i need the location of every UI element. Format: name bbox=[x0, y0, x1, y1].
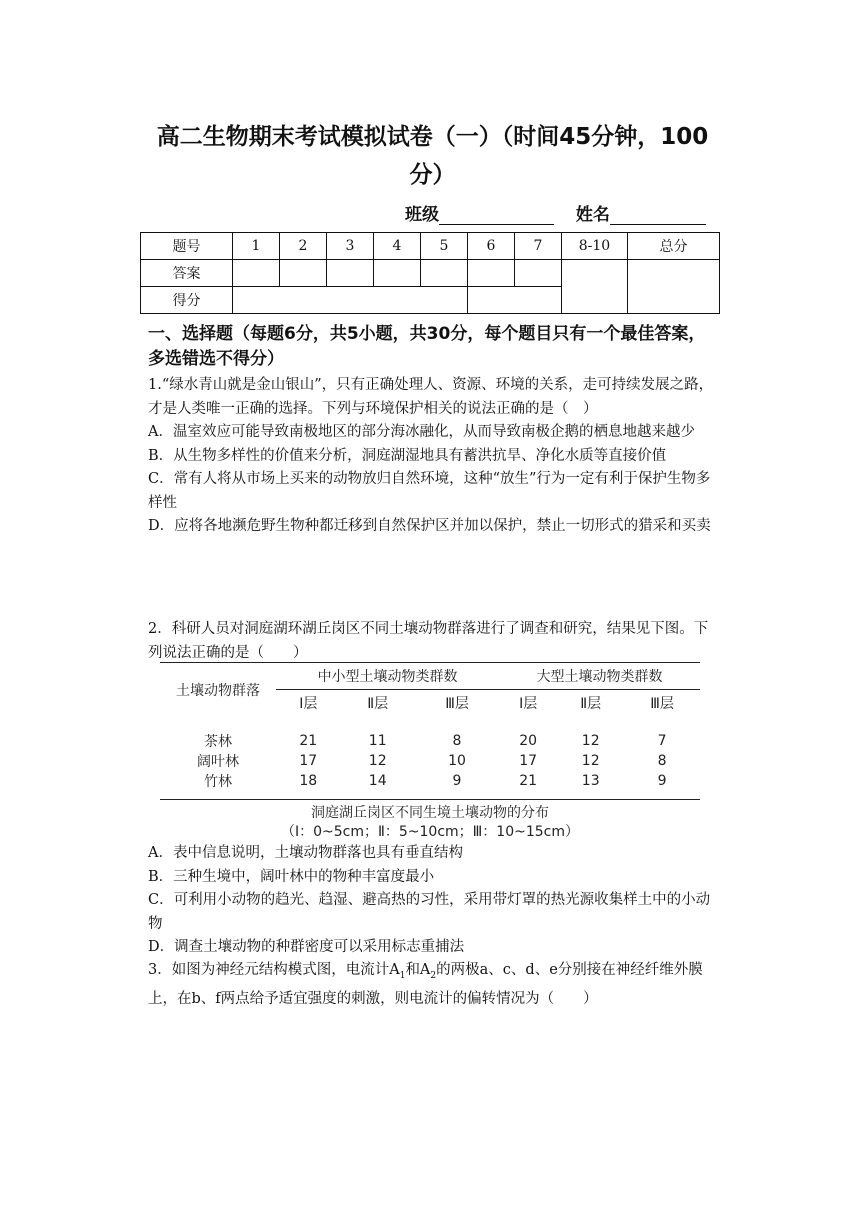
class-label: 班级 bbox=[405, 205, 439, 225]
group-header-small: 中小型土壤动物类群数 bbox=[276, 663, 499, 689]
table-row bbox=[160, 731, 700, 751]
answer-cell[interactable] bbox=[327, 260, 374, 287]
option-c: C．可利用小动物的趋光、趋湿、避高热的习性，采用带灯罩的热光源收集样土中的小动物 bbox=[148, 892, 711, 932]
class-name-row bbox=[405, 200, 706, 225]
col-header: 7 bbox=[515, 233, 562, 260]
subscript: 2 bbox=[430, 970, 437, 981]
soil-fauna-figure bbox=[160, 662, 700, 842]
col-header: 3 bbox=[327, 233, 374, 260]
option-a: A．表中信息说明，土壤动物群落也具有垂直结构 bbox=[148, 845, 463, 861]
table-cell: 12 bbox=[368, 753, 387, 769]
answer-row bbox=[141, 260, 720, 287]
col-header: 6 bbox=[468, 233, 515, 260]
row-label-answer: 答案 bbox=[141, 260, 233, 287]
option-b: B．从生物多样性的价值来分析，洞庭湖湿地具有蓄洪抗旱、净化水质等直接价值 bbox=[148, 447, 667, 464]
table-cell: 21 bbox=[519, 773, 538, 789]
col-header: 2 bbox=[280, 233, 327, 260]
soil-fauna-table bbox=[160, 663, 700, 799]
score-table bbox=[140, 232, 720, 314]
col-header: 8-10 bbox=[562, 233, 628, 260]
table-row bbox=[160, 771, 700, 791]
answer-cell[interactable] bbox=[280, 260, 327, 287]
habitat-name: 竹林 bbox=[204, 774, 232, 790]
answer-cell[interactable] bbox=[421, 260, 468, 287]
habitat-name: 阔叶林 bbox=[197, 754, 239, 770]
question-2-options bbox=[148, 842, 718, 960]
name-label: 姓名 bbox=[575, 205, 610, 225]
class-blank[interactable] bbox=[439, 206, 554, 225]
question-2-stem: 2．科研人员对洞庭湖环湖丘岗区不同土壤动物群落进行了调查和研究，结果见下图。下列说法正确的是（ ） bbox=[148, 621, 709, 661]
row-label-score: 得分 bbox=[141, 287, 233, 314]
table-cell: 17 bbox=[299, 753, 318, 769]
col-header: 总分 bbox=[628, 233, 720, 260]
table-cell: 20 bbox=[519, 733, 538, 749]
figure-note: （Ⅰ：0~5cm；Ⅱ：5~10cm；Ⅲ：10~15cm） bbox=[280, 824, 580, 840]
section-heading: 一、选择题（每题6分，共5小题，共30分，每个题目只有一个最佳答案，多选错选不得分） bbox=[148, 324, 706, 369]
subscript: 1 bbox=[399, 970, 406, 981]
option-a: A．温室效应可能导致南极地区的部分海冰融化，从而导致南极企鹅的栖息地越来越少 bbox=[148, 424, 695, 440]
score-cell-6-7[interactable] bbox=[468, 287, 562, 314]
table-cell: 7 bbox=[657, 733, 667, 749]
table-cell: 8 bbox=[452, 733, 462, 749]
score-cell-total[interactable] bbox=[628, 260, 720, 314]
table-cell: 21 bbox=[299, 733, 318, 749]
layer-header: Ⅲ层 bbox=[650, 696, 674, 713]
table-cell: 9 bbox=[657, 773, 667, 789]
question-stem bbox=[148, 959, 718, 1012]
layer-header: Ⅰ层 bbox=[519, 696, 538, 713]
score-header-row bbox=[141, 233, 720, 260]
name-blank[interactable] bbox=[610, 206, 706, 225]
score-cell-8-10[interactable] bbox=[562, 260, 628, 314]
table-cell: 11 bbox=[368, 733, 387, 749]
layer-header: Ⅲ层 bbox=[445, 696, 469, 713]
layer-header: Ⅱ层 bbox=[580, 696, 602, 713]
stem-part: 3．如图为神经元结构模式图，电流计A bbox=[148, 962, 400, 978]
table-cell: 9 bbox=[452, 773, 462, 789]
layer-header: Ⅰ层 bbox=[299, 696, 318, 713]
stem-part: 和A bbox=[405, 962, 431, 978]
table-cell: 17 bbox=[519, 753, 538, 769]
exam-title: 高二生物期末考试模拟试卷（一）（时间45分钟，100分） bbox=[156, 124, 709, 188]
table-cell: 10 bbox=[448, 753, 466, 769]
table-cell: 14 bbox=[368, 773, 387, 789]
layer-header: Ⅱ层 bbox=[367, 696, 389, 713]
table-cell: 13 bbox=[581, 773, 600, 789]
table-cell: 12 bbox=[581, 733, 600, 749]
answer-cell[interactable] bbox=[515, 260, 562, 287]
answer-cell[interactable] bbox=[468, 260, 515, 287]
stem-part: 的两极a、c、d、e分别接在神经纤维外膜上，在b、f两点给予适宜强度的刺激，则电流计的偏转情况为（ ） bbox=[148, 962, 703, 1008]
col-header: 4 bbox=[374, 233, 421, 260]
col-header: 5 bbox=[421, 233, 468, 260]
bottom-rule bbox=[160, 799, 700, 800]
option-c: C．常有人将从市场上买来的动物放归自然环境，这种“放生”行为一定有利于保护生物多样性 bbox=[148, 471, 711, 511]
question-stem: 1.“绿水青山就是金山银山”，只有正确处理人、资源、环境的关系，走可持续发展之路，才是人类唯一正确的选择。下列与环境保护相关的说法正确的是（ ） bbox=[148, 377, 714, 417]
question-3 bbox=[148, 959, 718, 1012]
table-cell: 8 bbox=[657, 753, 667, 769]
figure-caption: 洞庭湖丘岗区不同生境土壤动物的分布 bbox=[311, 805, 549, 821]
habitat-name: 茶林 bbox=[204, 734, 232, 750]
option-b: B．三种生境中，阔叶林中的物种丰富度最小 bbox=[148, 868, 435, 885]
answer-cell[interactable] bbox=[233, 260, 280, 287]
question-1 bbox=[148, 374, 718, 539]
option-d: D．应将各地濒危野生物种都迁移到自然保护区并加以保护，禁止一切形式的猎采和买卖 bbox=[148, 518, 711, 534]
row-label-number: 题号 bbox=[141, 233, 233, 260]
score-cell-1-5[interactable] bbox=[233, 287, 468, 314]
group-header-large: 大型土壤动物类群数 bbox=[499, 663, 700, 689]
table-row bbox=[160, 751, 700, 771]
answer-cell[interactable] bbox=[374, 260, 421, 287]
option-d: D．调查土壤动物的种群密度可以采用标志重捕法 bbox=[148, 939, 465, 955]
row-header: 土壤动物群落 bbox=[176, 683, 260, 699]
table-cell: 12 bbox=[581, 753, 600, 769]
col-header: 1 bbox=[233, 233, 280, 260]
table-cell: 18 bbox=[299, 773, 318, 789]
